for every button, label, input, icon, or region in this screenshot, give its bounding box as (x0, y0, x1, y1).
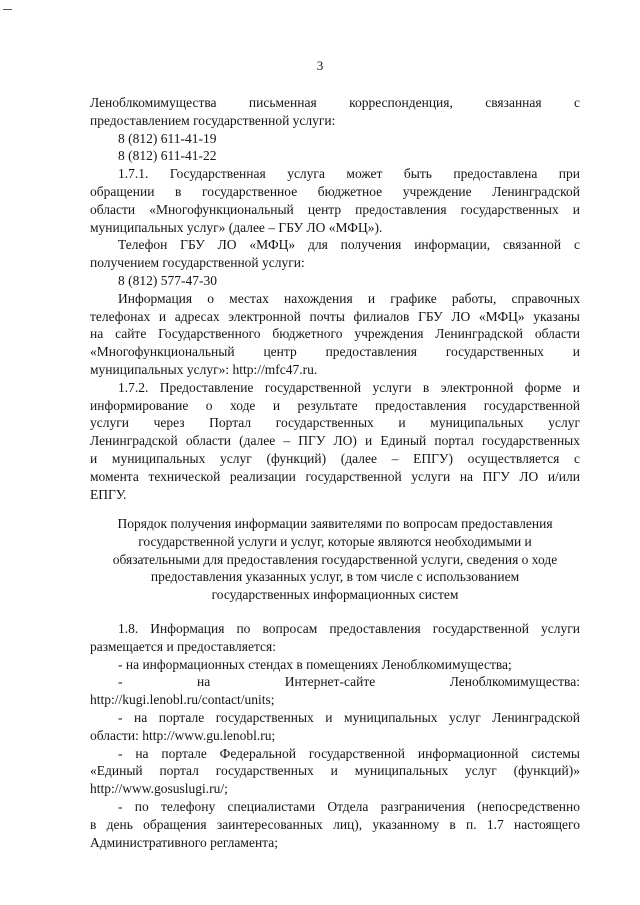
text-line: 1.7.2. Предоставление государственной услуги в электронной форме и (118, 379, 580, 395)
text-line: «Единый портал государственных и муниципальных услуг (функций)» (90, 763, 580, 779)
phone-number: 8 (812) 611-41-19 (118, 130, 217, 146)
text-line: http://www.gosuslugi.ru/; (90, 781, 228, 797)
text-line: в день обращения заинтересованных лиц), указанному в п. 1.7 настоящего (90, 816, 580, 832)
text-line: 1.8. Информация по вопросам предоставления государственной услуги (118, 621, 580, 636)
page-number: 3 (316, 58, 324, 73)
heading-line: Порядок получения информации заявителями по вопросам предоставления (117, 516, 553, 531)
text-line: Ленинградской области (далее – ПГУ ЛО) и Единый портал государственных (90, 433, 580, 449)
text-line: области «Многофункциональный центр предоставления государственных и (90, 201, 580, 217)
text-line: Леноблкомимущества письменная корреспонденция, связанная с (90, 95, 580, 110)
text-line: Административного регламента; (90, 834, 278, 850)
phone-number: 8 (812) 611-41-22 (118, 148, 217, 164)
text-line: муниципальных услуг»: http://mfc47.ru. (90, 361, 318, 377)
text-line: муниципальных услуг» (далее – ГБУ ЛО «МФЦ»). (90, 219, 383, 235)
text-line: на сайте Государственного бюджетного учреждения Ленинградской области (90, 326, 580, 342)
text-line: «Многофункциональный центр предоставления государственных и (90, 344, 580, 360)
section-1-7-contacts (90, 94, 580, 503)
heading-line: государственной услуги и услуг, которые являются необходимыми и (138, 533, 532, 549)
text-line: Информация о местах нахождения и графике работы, справочных (118, 290, 580, 306)
text-line: предоставлением государственной услуги: (90, 112, 336, 128)
text-line: размещается и предоставляется: (90, 638, 276, 654)
text-line: и муниципальных услуг (функций) (далее – ЕПГУ) осуществляется с (90, 450, 580, 466)
heading-line: предоставления указанных услуг, в том числе с использованием (150, 569, 520, 585)
list-item: - на Интернет-сайте Леноблкомимущества: (118, 674, 580, 690)
list-item: - на портале государственных и муниципальных услуг Ленинградской (118, 709, 580, 725)
list-item: - по телефону специалистами Отдела разграничения (непосредственно (118, 798, 580, 814)
text-line: ЕПГУ. (90, 486, 127, 502)
list-item: - на портале Федеральной государственной информационной системы (118, 745, 580, 761)
section-heading (90, 515, 580, 604)
list-item: - на информационных стендах в помещениях Леноблкомимущества; (118, 656, 512, 672)
text-line: получением государственной услуги: (90, 255, 305, 271)
phone-number: 8 (812) 577-47-30 (118, 272, 217, 288)
heading-line: государственных информационных систем (211, 587, 459, 603)
text-line: телефонах и адресах электронной почты филиалов ГБУ ЛО «МФЦ» указаны (90, 308, 580, 324)
text-line: области: http://www.gu.lenobl.ru; (90, 727, 276, 743)
section-1-8-info-sources (90, 620, 580, 851)
text-line: информирование о ходе и результате предоставления государственной (90, 397, 580, 413)
text-line: Телефон ГБУ ЛО «МФЦ» для получения информации, связанной с (118, 237, 580, 253)
text-line: 1.7.1. Государственная услуга может быть предоставлена при (118, 166, 580, 182)
text-line: момента технической реализации государственной услуги на ПГУ ЛО и/или (90, 468, 580, 484)
scan-edge-mark (3, 9, 12, 10)
text-line: услуги через Портал государственных и муниципальных услуг (90, 415, 580, 431)
heading-line: обязательными для предоставления государственной услуги, сведения о ходе (112, 551, 558, 567)
text-line: http://kugi.lenobl.ru/contact/units; (90, 692, 275, 708)
text-line: обращении в государственное бюджетное учреждение Ленинградской (90, 183, 580, 199)
